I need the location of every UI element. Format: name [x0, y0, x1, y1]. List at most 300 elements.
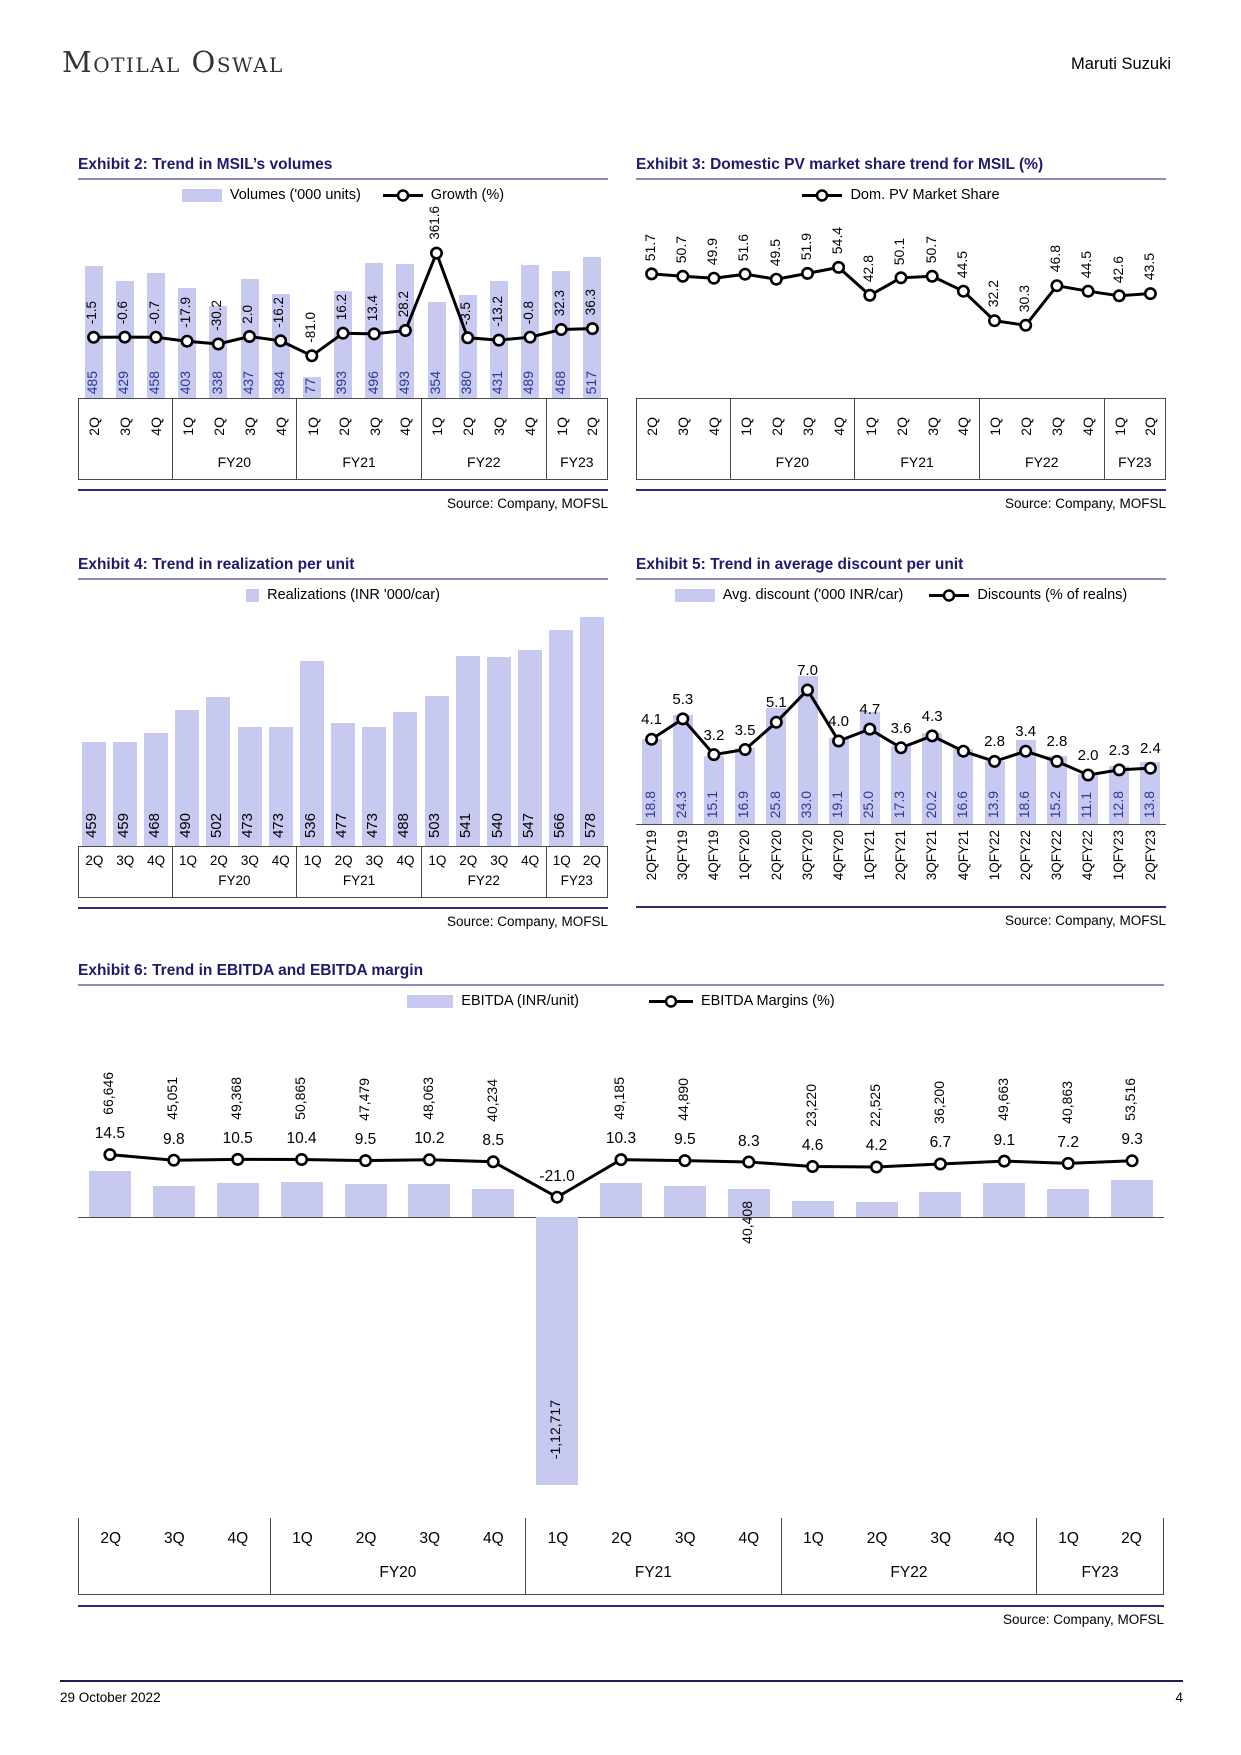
line-point	[525, 332, 535, 342]
source-note: Source: Company, MOFSL	[446, 496, 608, 511]
legend-label: Dom. PV Market Share	[850, 187, 1000, 203]
line-point	[88, 332, 98, 342]
fiscal-year-label: FY20	[217, 454, 252, 470]
point-value-label: 46.8	[1047, 245, 1064, 273]
fiscal-year-label: FY22	[1025, 454, 1059, 470]
bar-value-label: 384	[271, 370, 287, 394]
exhibit-2-title: Exhibit 2: Trend in MSIL’s volumes	[78, 156, 608, 180]
x-axis-label: 4Q	[396, 852, 415, 868]
bar-value-label: 473	[363, 812, 381, 838]
point-value-label: 3.6	[890, 719, 912, 737]
x-axis-label: 2Q	[1121, 1530, 1142, 1547]
bar-value-label: 477	[332, 812, 350, 838]
x-axis-label: 2Q	[334, 852, 353, 868]
x-axis-label: 2Q	[459, 852, 478, 868]
bar-swatch-icon	[407, 995, 453, 1008]
x-axis-label: 4QFY21	[955, 830, 971, 881]
line-point	[896, 743, 906, 753]
x-axis	[78, 847, 608, 898]
bar-value-label: 13.9	[984, 790, 1001, 818]
line-point	[1063, 1158, 1073, 1168]
line-point	[400, 325, 410, 335]
bar-value-label: 47,479	[355, 1077, 372, 1121]
x-axis-label: 2Q	[86, 416, 103, 436]
line-point	[431, 248, 441, 258]
divider	[78, 1605, 1164, 1607]
x-axis-label: 1Q	[428, 852, 447, 868]
line-point	[646, 734, 656, 744]
bar-value-label: 354	[426, 370, 443, 394]
x-axis-group	[854, 399, 979, 479]
x-axis-label: 4Q	[272, 416, 289, 436]
line-point	[927, 271, 937, 281]
x-axis-label: 3Q	[365, 852, 384, 868]
bar-value-label: 45,051	[164, 1077, 181, 1121]
bar-value-label: 473	[239, 812, 257, 838]
bar-value-label: 49,368	[228, 1076, 244, 1120]
x-axis-label: 2Q	[1141, 416, 1158, 436]
bar-value-label: 24.3	[673, 790, 690, 818]
x-axis-label: 2Q	[100, 1530, 122, 1547]
line-point	[807, 1161, 817, 1171]
line-marker-icon	[929, 589, 969, 602]
x-axis-label: 2QFY19	[643, 830, 659, 881]
x-axis-label: 3Q	[490, 852, 509, 868]
point-value-label: 32.2	[984, 280, 1001, 308]
x-axis-label: 3Q	[491, 416, 508, 436]
below-axis-gap	[78, 1218, 1164, 1518]
bar-value-label: 20.2	[922, 790, 939, 818]
bar-value-label: 18.8	[641, 790, 658, 818]
bar-value-label: 49,185	[611, 1076, 628, 1120]
line-point	[338, 328, 348, 338]
point-value-label: 7.0	[797, 662, 818, 679]
line-point	[233, 1154, 243, 1164]
line-point	[865, 290, 875, 300]
fiscal-year-label: FY22	[890, 1564, 928, 1581]
bar-value-label: 16.9	[735, 790, 752, 818]
x-axis-label: 1Q	[303, 852, 322, 868]
bar-swatch-icon	[182, 189, 222, 202]
line-point	[802, 685, 812, 695]
bar-value-label: 77	[302, 378, 319, 394]
x-axis-label: 1Q	[1058, 1530, 1079, 1547]
point-value-label: -16.2	[271, 296, 287, 328]
point-value-label: 2.0	[240, 304, 256, 324]
fiscal-year-label	[79, 873, 172, 897]
x-axis-label: 2Q	[209, 852, 228, 868]
legend-item-avg-discount	[675, 587, 904, 603]
exhibit-5-legend	[636, 587, 1166, 603]
fiscal-year-label: FY21	[634, 1564, 672, 1581]
x-axis-group	[636, 399, 730, 479]
plot-area	[78, 606, 608, 847]
plot-area	[636, 206, 1166, 399]
line-marker-icon	[649, 995, 693, 1008]
point-value-label: 36.3	[583, 289, 598, 316]
bar-value-label: 50,865	[291, 1076, 308, 1120]
x-axis-label: 4Q	[994, 1530, 1015, 1547]
bar-value-label: 18.6	[1016, 790, 1032, 818]
bar-value-label: 458	[146, 370, 163, 394]
point-value-label: 2.3	[1108, 741, 1130, 759]
point-value-label: 10.2	[414, 1130, 445, 1148]
bar-value-label: 40,863	[1058, 1080, 1075, 1124]
bar-value-label: 36,200	[930, 1081, 947, 1124]
x-axis-label: 2Q	[460, 416, 477, 436]
line-point	[896, 273, 906, 283]
x-axis-label: 2Q	[866, 1530, 888, 1547]
point-value-label: 44.5	[1078, 250, 1095, 279]
x-axis-label: 3QFY20	[799, 830, 815, 881]
point-value-label: 2.8	[984, 733, 1005, 751]
x-axis-label: 2Q	[210, 416, 227, 436]
bar-value-label: 53,516	[1122, 1078, 1139, 1121]
bar-value-label: 541	[457, 812, 475, 838]
line-point	[494, 335, 504, 345]
x-axis-label: 4Q	[706, 416, 723, 436]
line-point	[833, 736, 843, 746]
fiscal-year-label: FY22	[467, 454, 501, 470]
bar-value-label: 16.6	[953, 790, 970, 818]
exhibit-6	[78, 962, 1164, 1627]
bar-value-label: 496	[364, 370, 381, 394]
bar-value-label: 503	[426, 812, 444, 838]
exhibit-6-legend	[78, 993, 1164, 1009]
x-axis-label: 4QFY20	[830, 830, 846, 881]
line-point	[120, 332, 130, 342]
x-axis-label: 4Q	[955, 416, 972, 436]
bar-value-label: 540	[488, 812, 506, 838]
point-value-label: 50.7	[673, 236, 690, 264]
divider	[636, 906, 1166, 908]
x-axis-group	[78, 847, 172, 897]
x-axis-label: 3QFY19	[675, 830, 690, 881]
line-point	[1114, 291, 1124, 301]
bar-value-label: 40,234	[483, 1078, 500, 1122]
x-axis-label: 3QFY22	[1049, 830, 1065, 881]
point-value-label: 51.7	[641, 233, 658, 261]
line-point	[616, 1154, 626, 1164]
x-axis-label: 2Q	[768, 416, 785, 436]
bar-value-label: 493	[395, 370, 412, 394]
x-axis-group	[296, 847, 421, 897]
exhibit-5	[636, 556, 1166, 928]
line-point	[771, 717, 781, 727]
line-point	[865, 724, 875, 734]
point-value-label: -21.0	[539, 1167, 575, 1185]
point-value-label: 9.1	[993, 1131, 1016, 1149]
bar-value-label: 489	[520, 370, 537, 394]
bar-value-label: 17.3	[891, 790, 908, 818]
x-axis-label: 1Q	[179, 416, 196, 436]
plot-area	[78, 206, 608, 399]
divider	[636, 489, 1166, 491]
line-point	[740, 744, 750, 754]
point-value-label: 50.7	[922, 236, 939, 264]
line-point	[151, 332, 161, 342]
x-axis-label: 1Q	[547, 1530, 569, 1547]
point-value-label: 30.3	[1016, 285, 1032, 313]
x-axis-label: 2Q	[1018, 416, 1035, 436]
legend-label: Realizations (INR '000/car)	[267, 587, 440, 603]
bar-value-label: 473	[270, 812, 288, 838]
line-point	[678, 271, 688, 281]
point-value-label: 9.3	[1121, 1131, 1143, 1149]
legend-label: Growth (%)	[430, 187, 505, 203]
point-value-label: 5.1	[765, 694, 787, 712]
point-value-label: -30.2	[208, 300, 224, 332]
x-axis-label: 3Q	[419, 1530, 441, 1547]
x-axis-group	[1036, 1518, 1164, 1594]
exhibit-4-title: Exhibit 4: Trend in realization per unit	[78, 556, 608, 580]
line-point	[552, 1192, 562, 1202]
bar-value-label: 11.1	[1078, 791, 1095, 818]
bar-value-label: 429	[115, 370, 132, 394]
x-axis-label: 2Q	[85, 852, 104, 868]
bar-value-label: 437	[239, 370, 256, 394]
fiscal-year-label: FY20	[775, 454, 810, 470]
x-axis-label: 2QFY20	[768, 830, 784, 881]
line-point	[296, 1154, 306, 1164]
x-axis-label: 1Q	[292, 1530, 313, 1547]
point-value-label: 4.0	[828, 713, 850, 730]
brand-logo: Motilal Oswal	[62, 45, 284, 79]
point-value-label: -0.7	[146, 300, 162, 325]
x-axis-label: 3QFY21	[924, 830, 940, 881]
point-value-label: 9.8	[163, 1130, 185, 1148]
legend-label: EBITDA (INR/unit)	[461, 993, 579, 1009]
line-point	[1083, 286, 1093, 296]
legend-label: Avg. discount ('000 INR/car)	[722, 587, 904, 603]
exhibit-2-chart	[78, 206, 608, 480]
bar-value-label: 393	[333, 370, 350, 394]
x-axis-group	[546, 847, 608, 897]
line-point	[1021, 746, 1031, 756]
line-point	[360, 1155, 370, 1165]
exhibit-6-chart	[78, 1012, 1164, 1595]
point-value-label: -0.6	[115, 300, 131, 325]
point-value-label: -3.5	[458, 301, 474, 325]
line-point	[1052, 281, 1062, 291]
bar-value-label: 44,890	[675, 1077, 692, 1121]
line-point	[1145, 763, 1155, 773]
x-axis-label: 2QFY22	[1017, 830, 1033, 881]
bar-value-label: 12.8	[1109, 790, 1126, 818]
line-point	[680, 1155, 690, 1165]
x-axis	[78, 1518, 1164, 1595]
point-value-label: 2.4	[1139, 740, 1161, 758]
x-axis-group	[421, 847, 546, 897]
point-value-label: -0.8	[520, 300, 536, 325]
point-value-label: 14.5	[94, 1125, 125, 1143]
point-value-label: 3.5	[734, 721, 756, 739]
point-value-label: 6.7	[929, 1134, 952, 1152]
line-point	[989, 756, 999, 766]
bar-value-label: 33.0	[797, 790, 814, 818]
point-value-label: 9.5	[354, 1131, 377, 1149]
point-value-label: 50.1	[891, 237, 908, 265]
legend-item-discount-pct	[929, 587, 1127, 603]
bar-value-label: -1,12,717	[547, 1399, 564, 1459]
x-axis-group	[979, 399, 1104, 479]
x-axis-label: 4Q	[482, 1530, 504, 1547]
bar-swatch-icon	[675, 589, 715, 602]
line-point	[958, 746, 968, 756]
x-axis-label: 4Q	[271, 852, 290, 868]
line-point	[989, 316, 999, 326]
x-axis-group	[270, 1518, 526, 1594]
line-point	[213, 339, 223, 349]
line-point	[169, 1155, 179, 1165]
line-series	[636, 206, 1166, 398]
footer-page-number: 4	[1175, 1690, 1183, 1705]
fiscal-year-label	[79, 1560, 270, 1594]
x-axis-label: 2Q	[611, 1530, 632, 1547]
bar-value-label: 502	[208, 812, 225, 838]
line-point	[1021, 320, 1031, 330]
line-point	[999, 1156, 1009, 1166]
point-value-label: 43.5	[1140, 253, 1157, 281]
exhibit-6-title: Exhibit 6: Trend in EBITDA and EBITDA margin	[78, 962, 1164, 986]
line-point	[182, 336, 192, 346]
line-point	[646, 269, 656, 279]
legend-label: EBITDA Margins (%)	[700, 993, 835, 1009]
bar-value-label: 19.1	[829, 790, 845, 818]
line-point	[587, 323, 597, 333]
x-axis-label: 3Q	[241, 416, 258, 436]
bar-value-label: 66,646	[100, 1071, 117, 1115]
x-axis-label: 2Q	[893, 416, 910, 436]
bar-value-label: 403	[177, 370, 194, 394]
page-footer	[60, 1680, 1183, 1705]
x-axis-label: 3Q	[117, 416, 134, 436]
x-axis-label: 4Q	[147, 852, 166, 868]
x-axis	[636, 399, 1166, 480]
x-axis-label: 1QFY20	[737, 830, 753, 881]
bar-value-label: 25.0	[860, 790, 877, 818]
line-point	[463, 333, 473, 343]
x-axis-label: 4Q	[148, 416, 165, 436]
line-point	[1145, 288, 1155, 298]
line-point	[1052, 756, 1062, 766]
x-axis-label: 1Q	[429, 416, 446, 436]
line-point	[935, 1159, 945, 1169]
legend-item-ebitda-margin	[649, 993, 835, 1009]
bar-value-label: 49,663	[994, 1078, 1011, 1122]
page-header	[62, 45, 1171, 79]
x-axis-label: 4QFY22	[1080, 830, 1096, 881]
line-point	[802, 268, 812, 278]
x-axis-group	[525, 1518, 781, 1594]
x-axis-group	[781, 1518, 1037, 1594]
line-point	[369, 329, 379, 339]
exhibit-3	[636, 156, 1166, 511]
x-axis-label: 1QFY23	[1111, 830, 1127, 881]
x-axis-label: 4Q	[738, 1530, 760, 1547]
point-value-label: -13.2	[489, 296, 505, 328]
bar-value-label: 517	[582, 370, 599, 394]
bar-value-label: 25.8	[766, 790, 783, 818]
point-value-label: 8.5	[482, 1132, 504, 1150]
bar-value-label: 485	[83, 370, 100, 394]
line-point	[488, 1157, 498, 1167]
point-value-label: 16.2	[333, 293, 349, 321]
bar-value-label: 431	[489, 370, 506, 394]
bar-value-label: 48,063	[419, 1076, 436, 1120]
point-value-label: 9.5	[674, 1131, 696, 1149]
bar-value-label: 468	[145, 812, 163, 838]
bar-value-label: 490	[176, 812, 194, 838]
x-axis-label: 3Q	[799, 416, 816, 436]
line-point	[678, 714, 688, 724]
x-axis-label: 1Q	[1111, 416, 1128, 436]
source-note: Source: Company, MOFSL	[1004, 913, 1166, 928]
point-value-label: 5.3	[672, 690, 694, 708]
x-axis-label: 4QFY19	[706, 830, 722, 881]
bar-value-label: 15.2	[1047, 790, 1064, 818]
point-value-label: 51.6	[735, 233, 752, 262]
x-axis-label: 2Q	[582, 852, 601, 868]
plot-area	[636, 606, 1166, 825]
point-value-label: 44.5	[953, 250, 970, 279]
legend-item-realizations	[246, 587, 440, 603]
x-axis	[78, 399, 608, 480]
exhibit-3-legend	[636, 187, 1166, 203]
bar-value-label: 40,408	[739, 1201, 756, 1244]
exhibit-4-legend	[78, 587, 608, 603]
bar	[580, 617, 604, 846]
line-point	[771, 274, 781, 284]
x-axis-label: 3Q	[1049, 416, 1066, 436]
point-value-label: 42.6	[1109, 255, 1126, 283]
line-point	[244, 331, 254, 341]
bar-value-label: 468	[551, 370, 568, 394]
x-axis-label: 1Q	[553, 416, 570, 436]
line-point	[307, 351, 317, 361]
x-axis-group	[730, 399, 855, 479]
fiscal-year-label: FY22	[467, 873, 500, 888]
bar-value-label: 380	[458, 370, 474, 394]
report-subject: Maruti Suzuki	[1071, 55, 1171, 73]
divider	[78, 907, 608, 909]
line-point	[275, 336, 285, 346]
legend-item-market-share	[802, 187, 999, 203]
point-value-label: 4.2	[865, 1137, 888, 1155]
x-axis-label: 1QFY22	[986, 830, 1002, 881]
point-value-label: 32.3	[551, 290, 567, 317]
fiscal-year-label: FY23	[560, 873, 593, 888]
bar-value-label: 22,525	[866, 1084, 883, 1127]
x-axis-group	[296, 399, 421, 479]
exhibit-2	[78, 156, 608, 511]
point-value-label: 10.5	[222, 1129, 253, 1147]
line-point	[1083, 770, 1093, 780]
exhibit-5-title: Exhibit 5: Trend in average discount per unit	[636, 556, 1166, 580]
x-axis-group	[421, 399, 546, 479]
line-point	[833, 262, 843, 272]
x-axis-group	[172, 847, 297, 897]
bar-value-label: 13.8	[1140, 790, 1157, 818]
point-value-label: 51.9	[797, 233, 814, 261]
x-axis-group	[546, 399, 608, 479]
bar-value-label: 547	[519, 812, 537, 838]
point-value-label: 4.6	[801, 1136, 824, 1154]
x-axis-label: 4Q	[830, 416, 847, 436]
fiscal-year-label: FY23	[1118, 454, 1152, 470]
line-point	[740, 269, 750, 279]
point-value-label: 2.8	[1046, 733, 1068, 751]
